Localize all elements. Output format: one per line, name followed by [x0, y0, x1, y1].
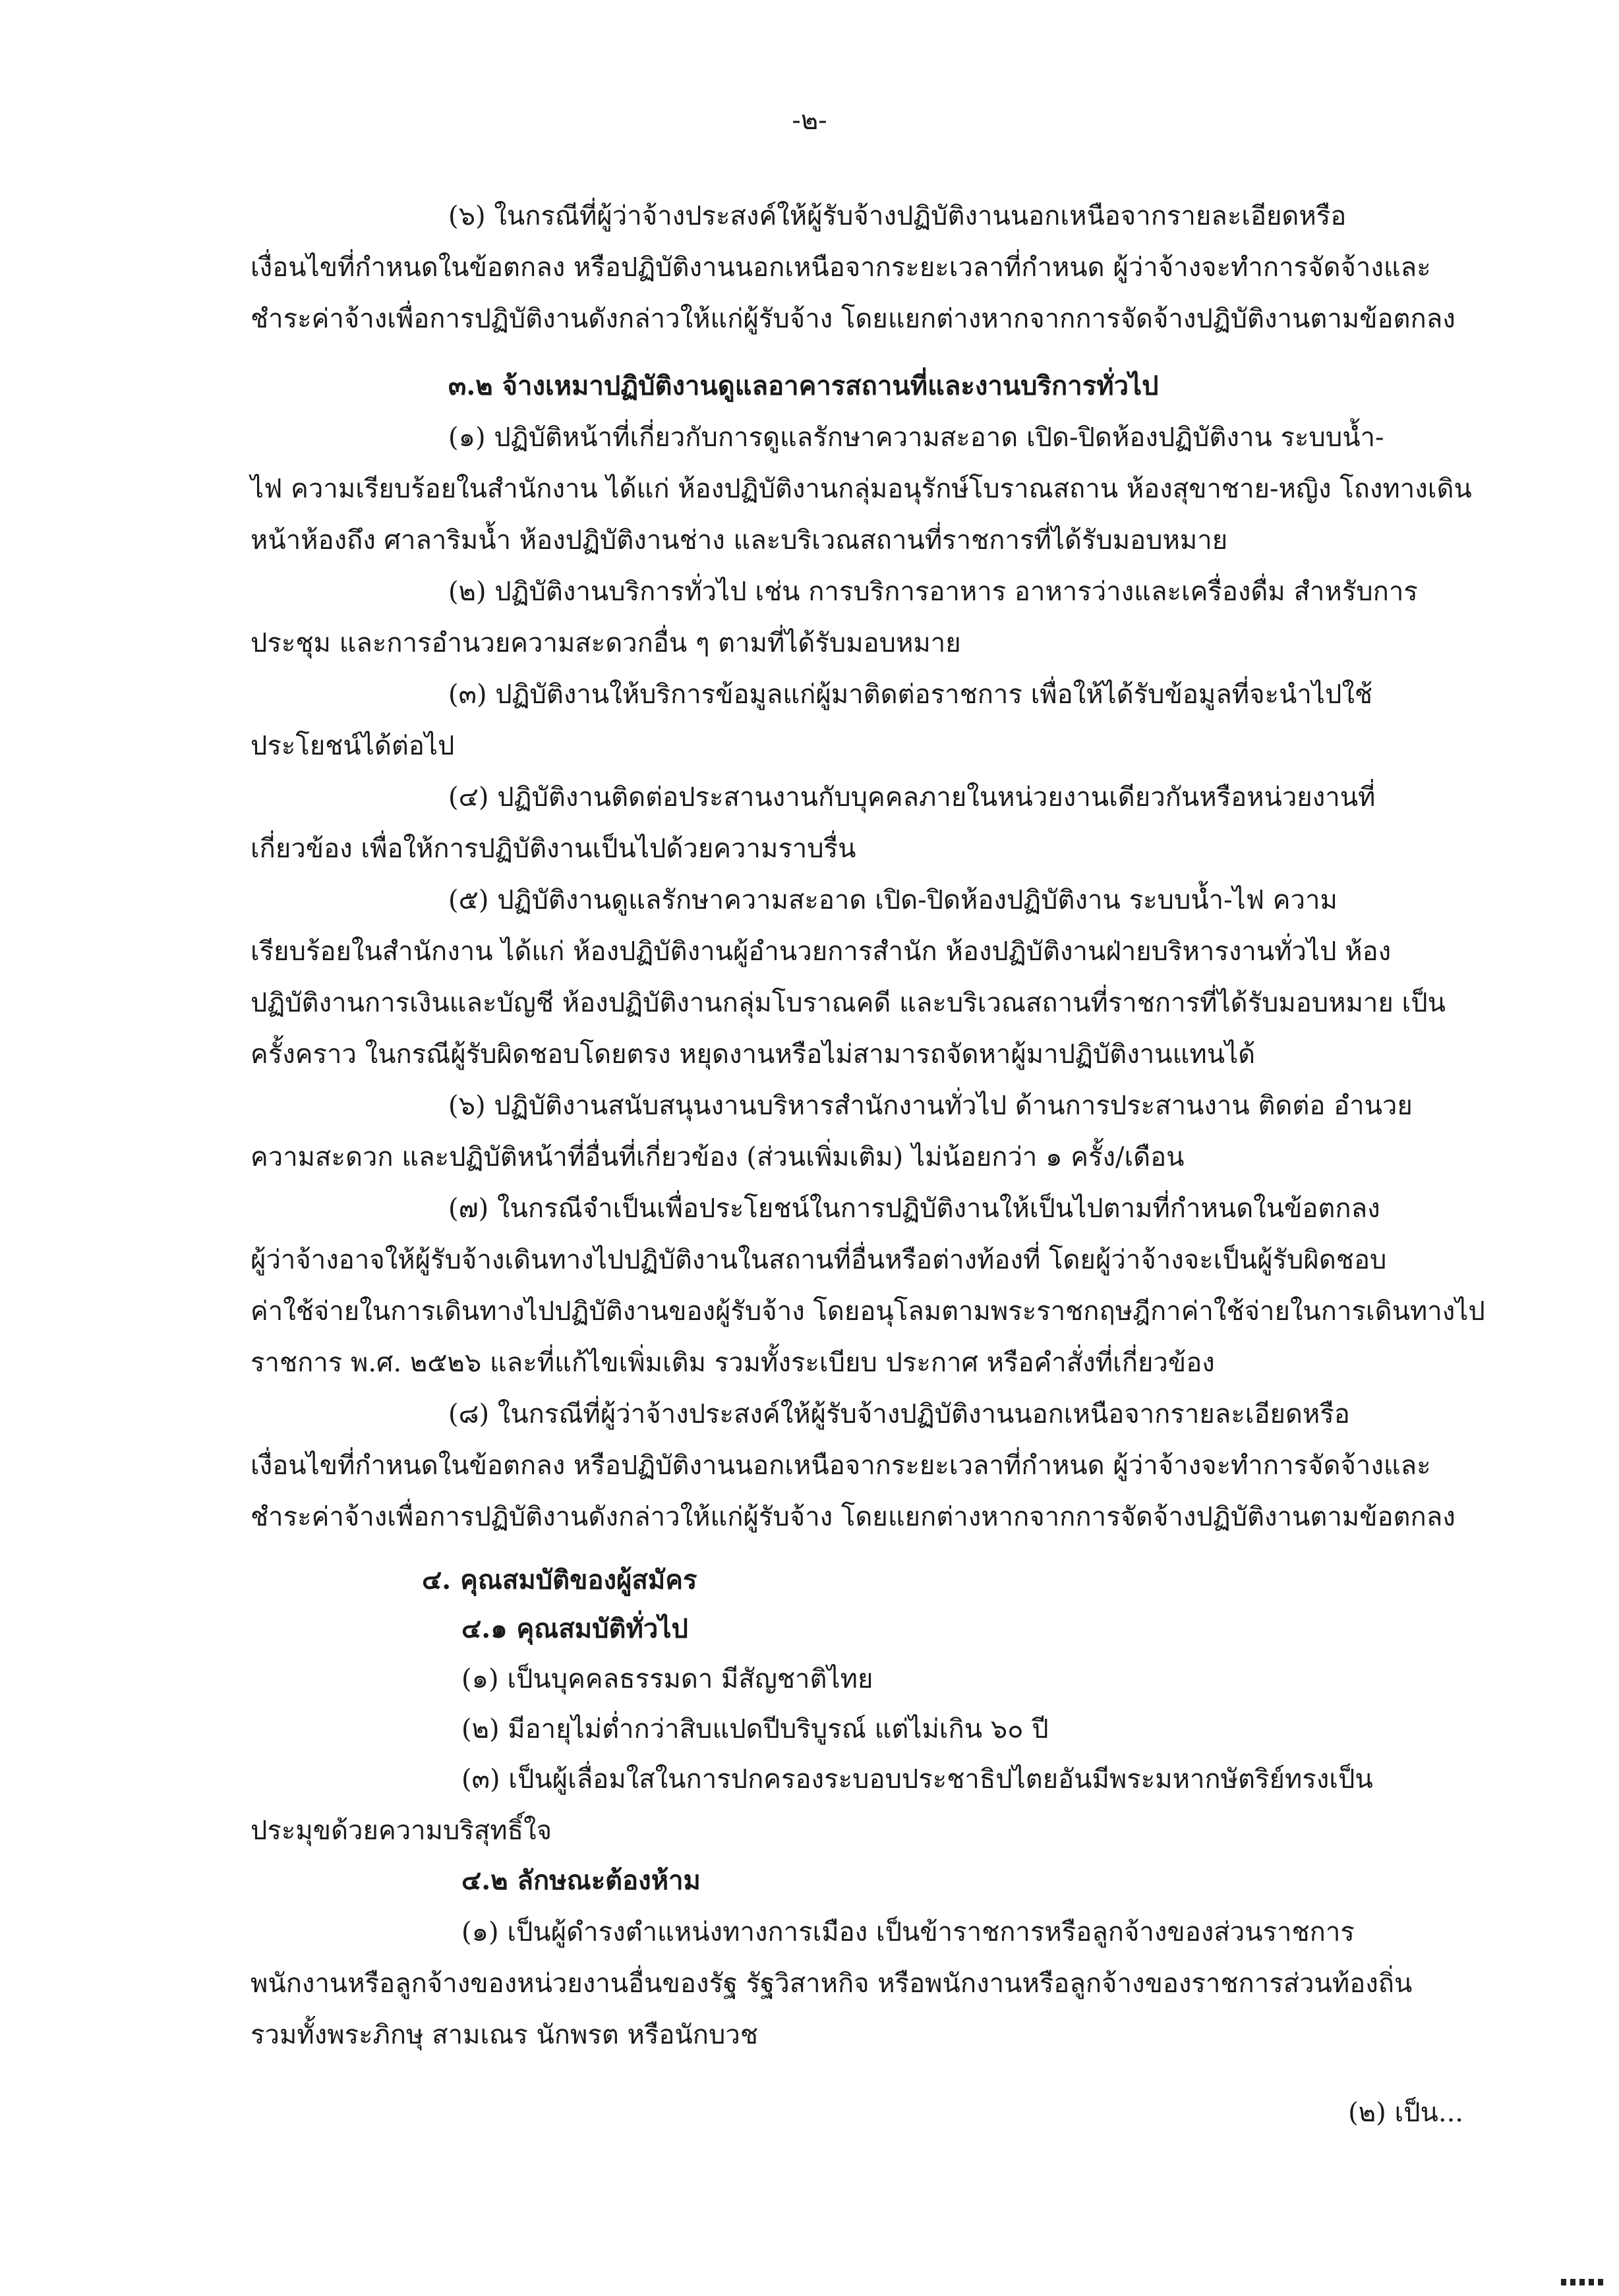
- paragraph-line: ค่าใช้จ่ายในการเดินทางไปปฏิบัติงานของผู้รับจ้าง โดยอนุโลมตามพระราชกฤษฎีกาค่าใช้จ่ายในการเดินทางไป: [250, 1296, 1485, 1327]
- paragraph-line: (๓) เป็นผู้เลื่อมใสในการปกครองระบอบประชาธิปไตยอันมีพระมหากษัตริย์ทรงเป็น: [461, 1764, 1373, 1794]
- paragraph-line: (๑) เป็นบุคคลธรรมดา มีสัญชาติไทย: [461, 1664, 873, 1694]
- scan-edge-mark: [1561, 2279, 1607, 2285]
- paragraph-line: เกี่ยวข้อง เพื่อให้การปฏิบัติงานเป็นไปด้วยความราบรื่น: [250, 834, 856, 864]
- section-heading-4-1: ๔.๑ คุณสมบัติทั่วไป: [461, 1613, 688, 1644]
- paragraph-line: (๗) ในกรณีจำเป็นเพื่อประโยชน์ในการปฏิบัติงานให้เป็นไปตามที่กำหนดในข้อตกลง: [448, 1193, 1380, 1224]
- paragraph-line: (๖) ปฏิบัติงานสนับสนุนงานบริหารสำนักงานทั่วไป ด้านการประสานงาน ติดต่อ อำนวย: [448, 1091, 1413, 1121]
- section-heading-3-2: ๓.๒ จ้างเหมาปฏิบัติงานดูแลอาคารสถานที่และงานบริการทั่วไป: [448, 370, 1159, 401]
- section-heading-4-2: ๔.๒ ลักษณะต้องห้าม: [461, 1865, 701, 1896]
- paragraph-line: ชำระค่าจ้างเพื่อการปฏิบัติงานดังกล่าวให้แก่ผู้รับจ้าง โดยแยกต่างหากจากการจัดจ้างปฏิบัติงานตามข้อตกลง: [250, 304, 1456, 334]
- paragraph-line: เรียบร้อยในสำนักงาน ได้แก่ ห้องปฏิบัติงานผู้อำนวยการสำนัก ห้องปฏิบัติงานฝ่ายบริหารงานทั่วไป ห้อง: [250, 936, 1392, 967]
- paragraph-line: (๒) มีอายุไม่ต่ำกว่าสิบแปดปีบริบูรณ์ แต่ไม่เกิน ๖๐ ปี: [461, 1714, 1049, 1744]
- paragraph-line: ปฏิบัติงานการเงินและบัญชี ห้องปฏิบัติงานกลุ่มโบราณคดี และบริเวณสถานที่ราชการที่ได้รับมอบหมาย เป็น: [250, 988, 1446, 1018]
- paragraph-line: ประโยชน์ได้ต่อไป: [250, 731, 455, 761]
- paragraph-line: ไฟ ความเรียบร้อยในสำนักงาน ได้แก่ ห้องปฏิบัติงานกลุ่มอนุรักษ์โบราณสถาน ห้องสุขาชาย-หญิง โถงทางเดิน: [250, 474, 1472, 504]
- paragraph-line: (๖) ในกรณีที่ผู้ว่าจ้างประสงค์ให้ผู้รับจ้างปฏิบัติงานนอกเหนือจากรายละเอียดหรือ: [448, 201, 1347, 231]
- paragraph-line: ราชการ พ.ศ. ๒๕๒๖ และที่แก้ไขเพิ่มเติม รวมทั้งระเบียบ ประกาศ หรือคำสั่งที่เกี่ยวข้อง: [250, 1348, 1215, 1378]
- paragraph-line: ความสะดวก และปฏิบัติหน้าที่อื่นที่เกี่ยวข้อง (ส่วนเพิ่มเติม) ไม่น้อยกว่า ๑ ครั้ง/เดือน: [250, 1142, 1185, 1172]
- paragraph-line: (๒) ปฏิบัติงานบริการทั่วไป เช่น การบริการอาหาร อาหารว่างและเครื่องดื่ม สำหรับการ: [448, 577, 1418, 607]
- paragraph-line: (๑) ปฏิบัติหน้าที่เกี่ยวกับการดูแลรักษาความสะอาด เปิด-ปิดห้องปฏิบัติงาน ระบบน้ำ-: [448, 422, 1384, 453]
- paragraph-line: (๓) ปฏิบัติงานให้บริการข้อมูลแก่ผู้มาติดต่อราชการ เพื่อให้ได้รับข้อมูลที่จะนำไปใช้: [448, 679, 1373, 710]
- paragraph-line: ประชุม และการอำนวยความสะดวกอื่น ๆ ตามที่ได้รับมอบหมาย: [250, 628, 961, 658]
- paragraph-line: ประมุขด้วยความบริสุทธิ์ใจ: [250, 1816, 552, 1846]
- paragraph-line: ครั้งคราว ในกรณีผู้รับผิดชอบโดยตรง หยุดงานหรือไม่สามารถจัดหาผู้มาปฏิบัติงานแทนได้: [250, 1039, 1256, 1070]
- paragraph-line: ชำระค่าจ้างเพื่อการปฏิบัติงานดังกล่าวให้แก่ผู้รับจ้าง โดยแยกต่างหากจากการจัดจ้างปฏิบัติงานตามข้อตกลง: [250, 1502, 1456, 1532]
- paragraph-line: พนักงานหรือลูกจ้างของหน่วยงานอื่นของรัฐ รัฐวิสาหกิจ หรือพนักงานหรือลูกจ้างของราชการส่วนท้องถิ่น: [250, 1968, 1413, 1999]
- paragraph-line: ผู้ว่าจ้างอาจให้ผู้รับจ้างเดินทางไปปฏิบัติงานในสถานที่อื่นหรือต่างท้องที่ โดยผู้ว่าจ้างจะเป็นผู้รับผิดชอบ: [250, 1245, 1387, 1275]
- paragraph-line: (๔) ปฏิบัติงานติดต่อประสานงานกับบุคคลภายในหน่วยงานเดียวกันหรือหน่วยงานที่: [448, 782, 1376, 813]
- paragraph-line: หน้าห้องถึง ศาลาริมน้ำ ห้องปฏิบัติงานช่าง และบริเวณสถานที่ราชการที่ได้รับมอบหมาย: [250, 525, 1228, 556]
- paragraph-line: (๑) เป็นผู้ดำรงตำแหน่งทางการเมือง เป็นข้าราชการหรือลูกจ้างของส่วนราชการ: [461, 1917, 1355, 1947]
- continuation-marker: (๒) เป็น...: [1348, 2098, 1463, 2128]
- paragraph-line: เงื่อนไขที่กำหนดในข้อตกลง หรือปฏิบัติงานนอกเหนือจากระยะเวลาที่กำหนด ผู้ว่าจ้างจะทำการจัดจ้างและ: [250, 252, 1431, 283]
- paragraph-line: (๘) ในกรณีที่ผู้ว่าจ้างประสงค์ให้ผู้รับจ้างปฏิบัติงานนอกเหนือจากรายละเอียดหรือ: [448, 1399, 1350, 1429]
- paragraph-line: เงื่อนไขที่กำหนดในข้อตกลง หรือปฏิบัติงานนอกเหนือจากระยะเวลาที่กำหนด ผู้ว่าจ้างจะทำการจัดจ้างและ: [250, 1450, 1431, 1481]
- section-heading-4: ๔. คุณสมบัติของผู้สมัคร: [422, 1564, 697, 1595]
- page-number: -๒-: [792, 105, 827, 136]
- paragraph-line: รวมทั้งพระภิกษุ สามเณร นักพรต หรือนักบวช: [250, 2020, 758, 2050]
- paragraph-line: (๕) ปฏิบัติงานดูแลรักษาความสะอาด เปิด-ปิดห้องปฏิบัติงาน ระบบน้ำ-ไฟ ความ: [448, 885, 1338, 915]
